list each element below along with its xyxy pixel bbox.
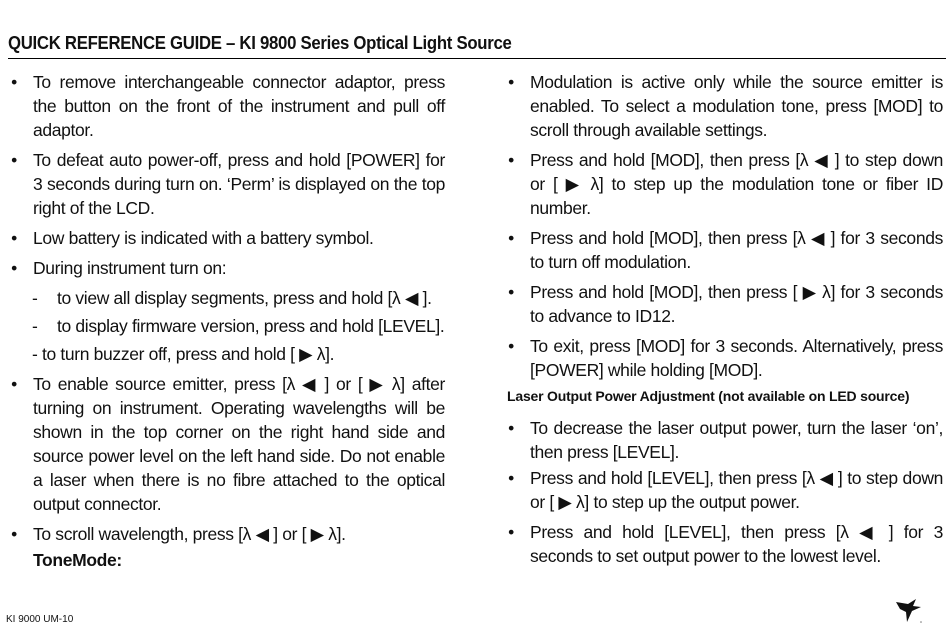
dash-icon: - (32, 288, 38, 308)
bullet-icon: • (11, 374, 17, 394)
item-text: Modulation is active only while the source emitter is enabled. To select a modulation tone, press [MOD] to scroll through available settings. (530, 72, 943, 140)
document-id: KI 9000 UM-10 (6, 614, 74, 625)
bullet-icon: • (508, 72, 514, 92)
page-title: QUICK REFERENCE GUIDE – KI 9800 Series Optical Light Source (8, 33, 512, 53)
item-text: During instrument turn on: (33, 258, 227, 278)
bullet-icon: • (11, 150, 17, 170)
item-text: To defeat auto power-off, press and hold [POWER] for 3 seconds during turn on. ‘Perm’ is displayed on the top right of the LCD. (33, 150, 445, 218)
left-column (8, 70, 445, 572)
bullet-icon: • (11, 228, 17, 248)
sub-item-plain: - to turn buzzer off, press and hold [ ▶ λ]. (32, 344, 335, 364)
item-text: To decrease the laser output power, turn the laser ‘on’, then press [LEVEL]. (530, 418, 943, 462)
item-text: Press and hold [LEVEL], then press [λ ◀ ] to step down or [ ▶ λ] to step up the output power. (530, 468, 943, 512)
sub-item-text: to display firmware version, press and hold [LEVEL]. (57, 316, 445, 336)
list-item (505, 226, 943, 274)
right-column (505, 70, 943, 574)
bullet-icon: • (508, 418, 514, 438)
sub-item (8, 314, 445, 338)
bullet-icon: • (508, 282, 514, 302)
list-item (8, 148, 445, 220)
list-item (8, 226, 445, 250)
sub-item (8, 286, 445, 310)
bullet-icon: • (508, 228, 514, 248)
laser-output-heading: Laser Output Power Adjustment (not available on LED source) (507, 388, 910, 404)
bullet-icon: • (11, 258, 17, 278)
list-item (8, 372, 445, 516)
item-text: To scroll wavelength, press [λ ◀ ] or [ ▶ λ]. (33, 524, 346, 544)
list-item (505, 70, 943, 142)
bullet-icon: • (508, 336, 514, 356)
item-text: Press and hold [MOD], then press [ ▶ λ] for 3 seconds to advance to ID12. (530, 282, 943, 326)
list-item (8, 70, 445, 142)
item-text: To remove interchangeable connector adaptor, press the button on the front of the instrument and pull off adaptor. (33, 72, 445, 140)
bullet-icon: • (11, 524, 17, 544)
list-item (505, 280, 943, 328)
dash-icon: - (32, 316, 38, 336)
item-text: Low battery is indicated with a battery symbol. (33, 228, 374, 248)
item-text: To exit, press [MOD] for 3 seconds. Alternatively, press [POWER] while holding [MOD]. (530, 336, 943, 380)
list-item (8, 522, 445, 546)
list-item (505, 466, 943, 514)
list-item (505, 148, 943, 220)
list-item (505, 334, 943, 382)
title-divider (8, 58, 946, 59)
sub-item-text: to view all display segments, press and hold [λ ◀ ]. (57, 288, 432, 308)
item-text: Press and hold [MOD], then press [λ ◀ ] for 3 seconds to turn off modulation. (530, 228, 943, 272)
list-item (505, 520, 943, 568)
item-text: To enable source emitter, press [λ ◀ ] or [ ▶ λ] after turning on instrument. Operating wavelengths will be shown in the top corner on the right hand side and source power level on the left hand side. Do not enable a laser when there is no fibre attached to the optical output connector. (33, 374, 445, 514)
list-item (505, 416, 943, 464)
bullet-icon: • (11, 72, 17, 92)
bullet-icon: • (508, 150, 514, 170)
tone-mode-heading: ToneMode: (33, 550, 122, 570)
hummingbird-logo-icon (894, 598, 924, 624)
list-item (8, 256, 445, 280)
item-text: Press and hold [LEVEL], then press [λ ◀ ] for 3 seconds to set output power to the lowest level. (530, 522, 943, 566)
item-text: Press and hold [MOD], then press [λ ◀ ] to step down or [ ▶ λ] to step up the modulation tone or fiber ID number. (530, 150, 943, 218)
bullet-icon: • (508, 522, 514, 542)
bullet-icon: • (508, 468, 514, 488)
